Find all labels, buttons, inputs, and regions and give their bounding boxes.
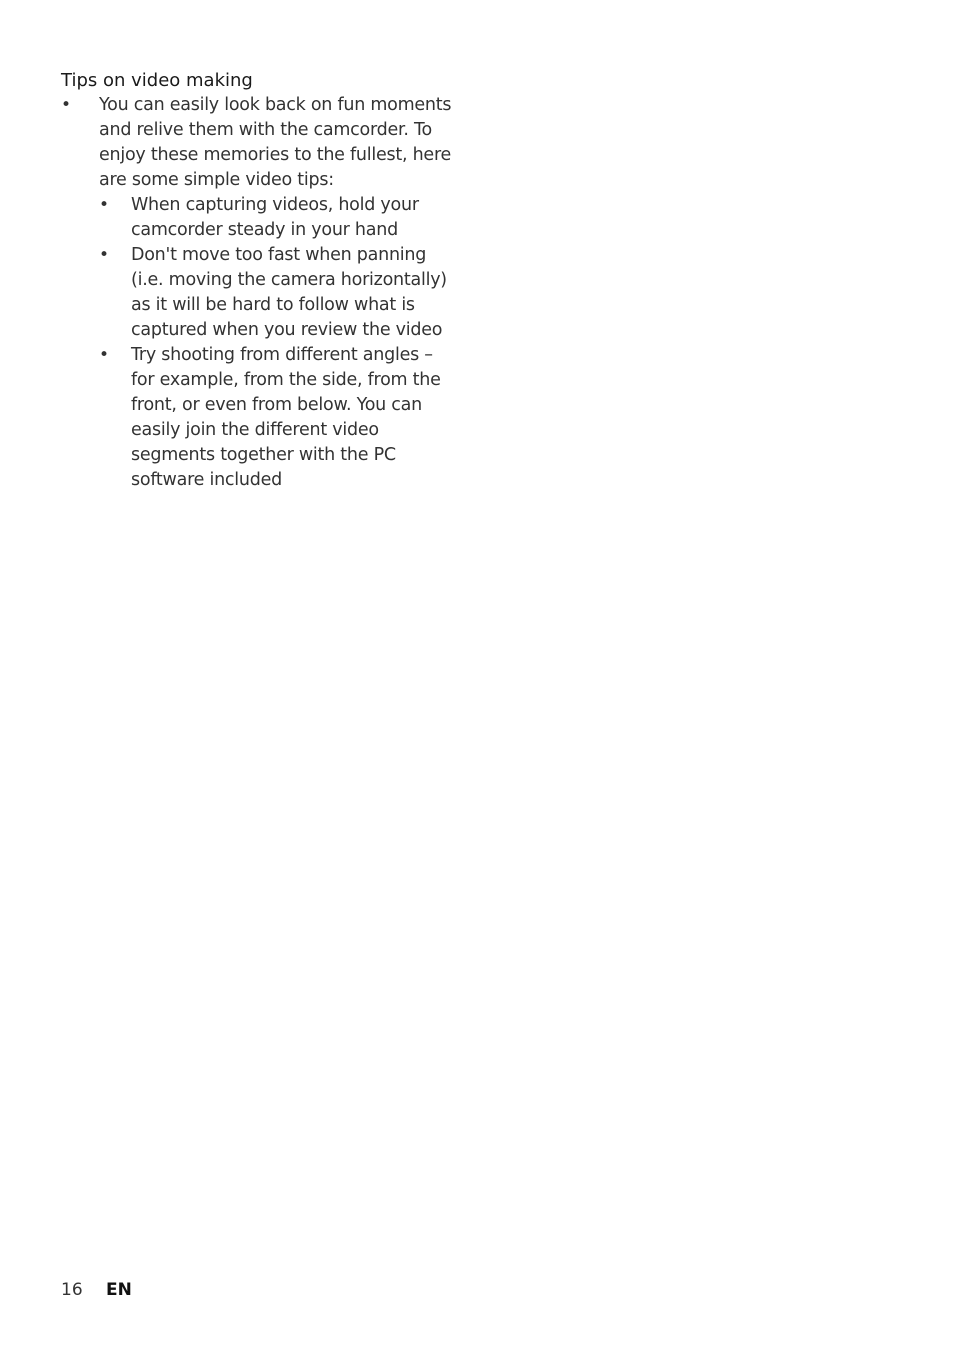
bullet-icon: • <box>99 345 109 365</box>
tips-section <box>61 68 461 493</box>
tip-text: When capturing videos, hold your camcorder steady in your hand <box>131 195 419 240</box>
list-item <box>99 193 461 243</box>
section-title: Tips on video making <box>61 70 253 91</box>
list-item <box>61 93 461 493</box>
bullet-icon: • <box>61 95 71 115</box>
page-footer <box>61 1278 132 1302</box>
tip-text: Try shooting from different angles – for example, from the side, from the front, or even from below. You can easily join the different video segments together with the PC software included <box>131 345 441 490</box>
list-item <box>99 343 461 493</box>
language-code: EN <box>106 1280 132 1300</box>
bullet-icon: • <box>99 245 109 265</box>
tip-text: Don't move too fast when panning (i.e. moving the camera horizontally) as it will be hard to follow what is captured when you review the video <box>131 245 447 340</box>
list-item <box>99 243 461 343</box>
sub-tips-list <box>99 193 461 493</box>
tips-list <box>61 93 461 493</box>
bullet-icon: • <box>99 195 109 215</box>
intro-text: You can easily look back on fun moments and relive them with the camcorder. To enjoy these memories to the fullest, here are some simple video tips: <box>99 95 452 190</box>
page-number: 16 <box>61 1280 83 1300</box>
